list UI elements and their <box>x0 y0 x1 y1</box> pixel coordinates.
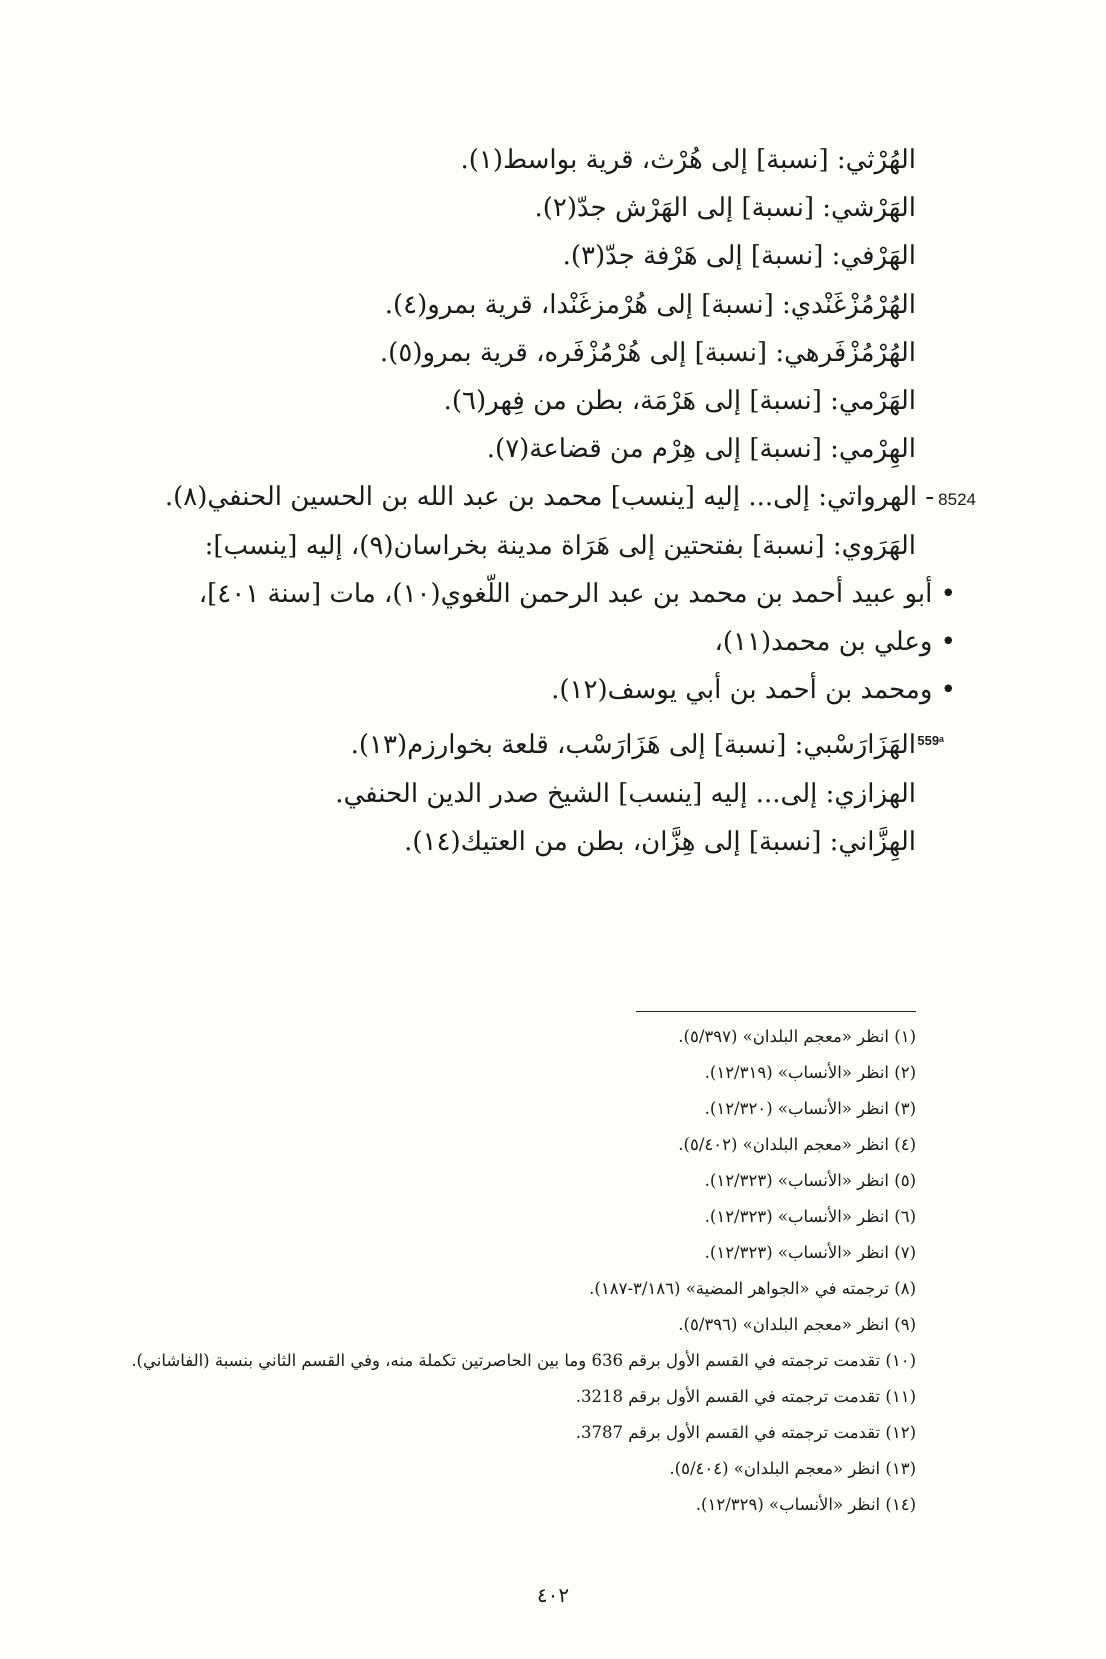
bullet-line: • ومحمد بن أحمد بن أبي يوسف(١٢). <box>551 675 956 705</box>
entry-line: الهَرْمي: [نسبة] إلى هَرْمَة، بطن من فِهر(٦). <box>443 386 916 416</box>
footnote: (٩) انظر «معجم البلدان» (٥/٣٩٦). <box>678 1315 916 1334</box>
footnote: (١٣) انظر «معجم البلدان» (٥/٤٠٤). <box>669 1459 916 1478</box>
footnote: (٥) انظر «الأنساب» (١٢/٣٢٣). <box>704 1171 916 1190</box>
entry-line: الهَزَارَسْبي: [نسبة] إلى هَزَارَسْب، قلعة بخوارزم(١٣). <box>350 730 916 760</box>
footnote: (١) انظر «معجم البلدان» (٥/٣٩٧). <box>678 1027 916 1046</box>
entry-number: 8524 <box>938 490 976 509</box>
footnote-separator <box>636 1011 916 1012</box>
footnote: (٨) ترجمته في «الجواهر المضية» (٣/١٨٦-١٨٧). <box>589 1279 916 1298</box>
entry-line: الهِزَّاني: [نسبة] إلى هِزَّان، بطن من العتيك(١٤). <box>404 827 916 857</box>
footnote: (٣) انظر «الأنساب» (١٢/٣٢٠). <box>704 1099 916 1118</box>
entry-line: الهِرْمي: [نسبة] إلى هِرْم من قضاعة(٧). <box>486 434 916 464</box>
footnote: (٦) انظر «الأنساب» (١٢/٣٢٣). <box>704 1207 916 1226</box>
entry-line: الهزازي: إلى... إليه [ينسب] الشيخ صدر الدين الحنفي. <box>335 779 916 809</box>
bullet-line: • وعلي بن محمد(١١)، <box>714 627 956 657</box>
footnote: (٧) انظر «الأنساب» (١٢/٣٢٣). <box>704 1243 916 1262</box>
entry-line: الهُرْمُزْفَرهي: [نسبة] إلى هُرْمُزْفَره، قرية بمرو(٥). <box>379 338 916 368</box>
footnote: (١٠) تقدمت ترجمته في القسم الأول برقم 636 وما بين الحاصرتين تكملة منه، وفي القسم الثاني بنسبة (الفاشاني). <box>131 1351 916 1370</box>
footnote: (١٤) انظر «الأنساب» (١٢/٣٢٩). <box>695 1495 916 1514</box>
entry-line: الهُرْثي: [نسبة] إلى هُرْث، قرية بواسط(١). <box>460 145 916 175</box>
footnote: (١١) تقدمت ترجمته في القسم الأول برقم 3218. <box>575 1387 916 1406</box>
entry-line: الهَرْشي: [نسبة] إلى الهَرْش جدّ(٢). <box>534 193 916 223</box>
bullet-line: • أبو عبيد أحمد بن محمد بن عبد الرحمن اللّغوي(١٠)، مات [سنة ٤٠١]، <box>198 579 956 609</box>
numbered-entry-line <box>165 477 976 520</box>
footnote: (٢) انظر «الأنساب» (١٢/٣١٩). <box>704 1063 916 1082</box>
page-number: ٤٠٢ <box>536 1583 570 1607</box>
footnote: (٤) انظر «معجم البلدان» (٥/٤٠٢). <box>678 1135 916 1154</box>
manuscript-page-marker: 559ᵃ <box>917 733 944 748</box>
entry-line: الهَرَوي: [نسبة] بفتحتين إلى هَرَاة مدينة بخراسان(٩)، إليه [ينسب]: <box>204 531 916 561</box>
entry-line: الهُرْمُزْغَنْدي: [نسبة] إلى هُرْمزغَنْدا، قرية بمرو(٤). <box>384 290 916 320</box>
footnote: (١٢) تقدمت ترجمته في القسم الأول برقم 3787. <box>575 1423 916 1442</box>
entry-text: - الهرواتي: إلى... إليه [ينسب] محمد بن عبد الله بن الحسين الحنفي(٨). <box>164 482 935 512</box>
entry-line: الهَرْفي: [نسبة] إلى هَرْفة جدّ(٣). <box>562 241 916 271</box>
